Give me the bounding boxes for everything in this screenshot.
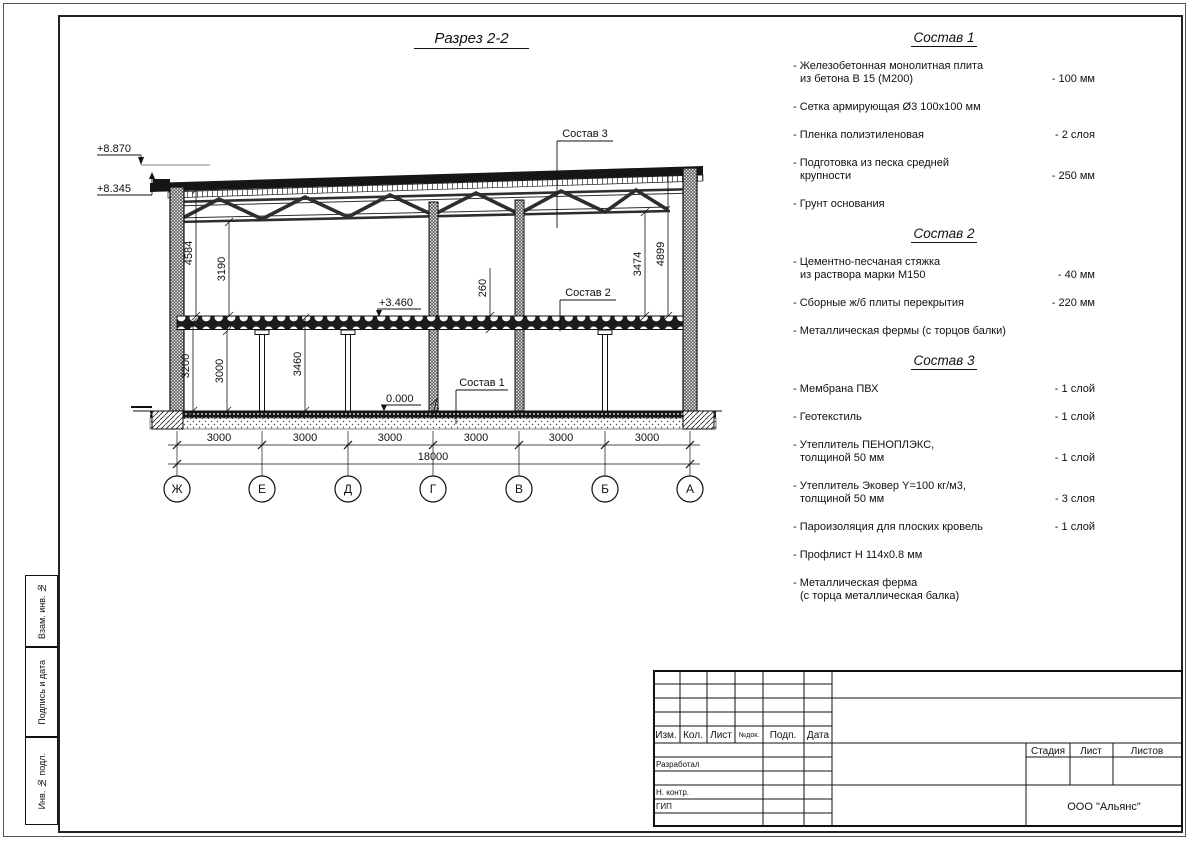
callout-sostav2: Состав 2	[565, 287, 611, 299]
material-lists	[793, 24, 1095, 618]
axis-label: Б	[601, 482, 609, 496]
material-list-sostav3	[793, 353, 1095, 603]
list-item: - Пленка полиэтиленовая - 2 слоя	[793, 129, 1095, 141]
axis-label: В	[514, 482, 524, 496]
list-item: - Железобетонная монолитная плита из бетона В 15 (М200) - 100 мм	[793, 60, 1095, 85]
list-title: Состав 2	[793, 226, 1095, 241]
list-item: - Металлическая фермы (с торцов балки)	[793, 325, 1006, 337]
list-item: - Подготовка из песка средней крупности - 250 мм	[793, 157, 1095, 182]
material-list-sostav1	[793, 30, 1095, 211]
stamp-role-developer: Разработал	[656, 760, 700, 769]
list-item: - Металлическая ферма (с торца металлическая балка)	[793, 577, 960, 602]
stamp-col-kol: Кол.	[683, 730, 703, 741]
strip-cell-vzam	[25, 575, 58, 647]
list-item: - Сборные ж/б плиты перекрытия - 220 мм	[793, 297, 1095, 309]
list-item: - Профлист Н 114х0.8 мм	[793, 549, 923, 561]
material-list-sostav2	[793, 226, 1095, 338]
strip-label: Инв. № подл.	[36, 752, 47, 810]
dim-4584: 4584	[183, 240, 195, 266]
dim-3190: 3190	[216, 256, 228, 282]
list-item: - Утеплитель ПЕНОПЛЭКС, толщиной 50 мм - 1 слой	[793, 439, 1095, 464]
right-wall	[683, 168, 697, 413]
strip-label: Взам. инв. №	[36, 582, 47, 640]
dim-3000-vert: 3000	[214, 358, 226, 384]
stamp-sheet: Лист	[1080, 746, 1102, 757]
axis-label: Е	[257, 482, 267, 496]
stamp-sheets: Листов	[1130, 746, 1164, 757]
stamp-col-izm: Изм.	[655, 730, 677, 741]
list-item: - Утеплитель Эковер Y=100 кг/м3, толщиной 50 мм - 3 слоя	[793, 480, 1095, 505]
list-item: - Сетка армирующая Ø3 100х100 мм	[793, 101, 981, 113]
dim-3200: 3200	[180, 353, 192, 379]
stamp-stage: Стадия	[1030, 746, 1066, 757]
dim-3474: 3474	[632, 251, 644, 277]
elevation-3460: +3.460	[379, 297, 413, 309]
section-title: Разрез 2-2	[414, 30, 529, 49]
axis-label: Г	[429, 482, 437, 496]
list-item: - Грунт основания	[793, 198, 885, 210]
list-item: - Мембрана ПВХ - 1 слой	[793, 383, 1095, 395]
cross-section-drawing	[90, 125, 740, 512]
stamp-col-list: Лист	[710, 730, 732, 741]
callout-sostav1: Состав 1	[459, 377, 505, 389]
roof	[150, 166, 703, 198]
steel-column	[515, 200, 524, 412]
strip-cell-inv	[25, 737, 58, 825]
axis-label: А	[685, 482, 695, 496]
stamp-company: ООО "Альянс"	[1067, 801, 1141, 813]
elevation-0000: 0.000	[386, 393, 414, 405]
axis-label: Ж	[171, 482, 183, 496]
dim-260: 260	[477, 278, 489, 298]
stamp-col-data: Дата	[806, 730, 830, 741]
elevation-8870: +8.870	[97, 143, 131, 155]
dim-span: 3000	[548, 432, 574, 444]
elevation-8345: +8.345	[97, 183, 131, 195]
footing	[152, 411, 183, 429]
footing	[683, 411, 714, 429]
callout-sostav3: Состав 3	[562, 128, 608, 140]
dim-span: 3000	[206, 432, 232, 444]
list-item: - Цементно-песчаная стяжка из раствора марки М150 - 40 мм	[793, 256, 1095, 281]
strip-cell-podpis	[25, 647, 58, 737]
dim-span: 3000	[377, 432, 403, 444]
stamp-role-ncontr: Н. контр.	[656, 788, 690, 797]
dim-total: 18000	[417, 451, 449, 463]
dim-span: 3000	[634, 432, 660, 444]
list-title: Состав 1	[793, 30, 1095, 45]
list-item: - Геотекстиль - 1 слой	[793, 411, 1095, 423]
list-title: Состав 3	[793, 353, 1095, 368]
axis-label: Д	[343, 482, 353, 496]
list-item: - Пароизоляция для плоских кровель - 1 слой	[793, 521, 1095, 533]
steel-column	[429, 202, 438, 412]
stamp-col-podp: Подп.	[769, 730, 797, 741]
floor-slab	[177, 316, 683, 330]
dim-span: 3000	[463, 432, 489, 444]
parapet	[153, 179, 170, 188]
dim-4899: 4899	[655, 241, 667, 267]
dim-span: 3000	[292, 432, 318, 444]
strip-label: Подпись и дата	[36, 659, 47, 725]
stamp-role-gip: ГИП	[656, 802, 672, 811]
ground-slab	[131, 399, 722, 429]
stamp-col-ndok: №док.	[738, 732, 760, 739]
dim-3460: 3460	[292, 351, 304, 377]
title-block	[653, 670, 1183, 827]
axis-bubbles	[164, 476, 703, 502]
